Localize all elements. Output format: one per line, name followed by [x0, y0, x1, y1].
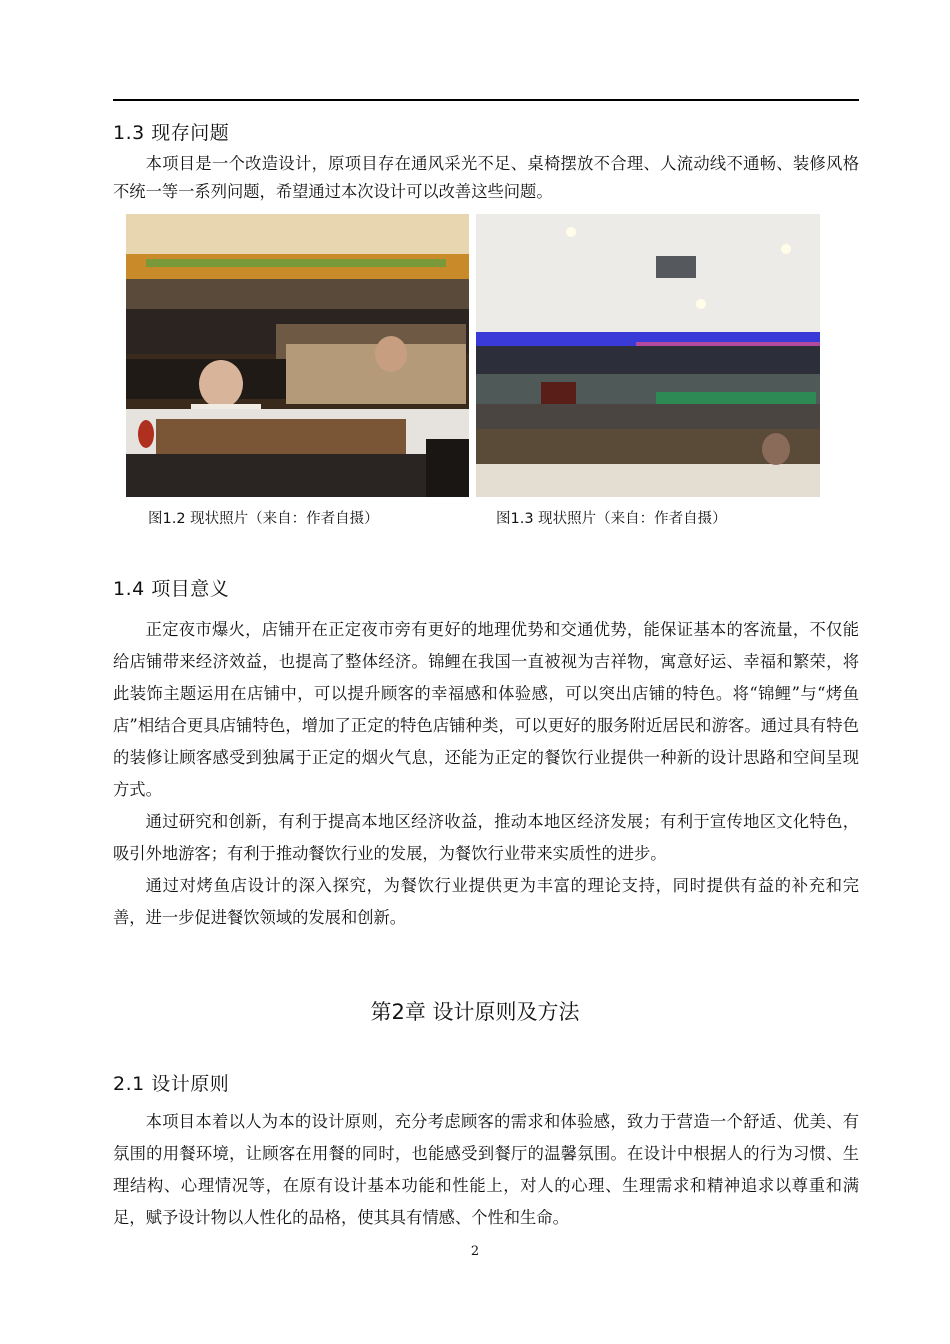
chapter-title: 第2章 设计原则及方法: [370, 1000, 580, 1024]
figure-1-3-photo: [476, 214, 820, 497]
section-heading-1-3: 1.3 现存问题: [113, 122, 230, 144]
figure-1-2-photo: [126, 214, 469, 497]
section-heading-2-1: 2.1 设计原则: [113, 1073, 230, 1095]
section-1-4-paragraph-1: 正定夜市爆火，店铺开在正定夜市旁有更好的地理优势和交通优势，能保证基本的客流量，不仅能给店铺带来经济效益，也提高了整体经济。锦鲤在我国一直被视为吉祥物，寓意好运、幸福和繁荣，将此装饰主题运用在店铺中，可以提升顾客的幸福感和体验感，可以突出店铺的特色。将“锦鲤”与“烤鱼店”相结合更具店铺特色，增加了正定的特色店铺种类，可以更好的服务附近居民和游客。通过具有特色的装修让顾客感受到独属于正定的烟火气息，还能为正定的餐饮行业提供一种新的设计思路和空间呈现方式。: [113, 620, 859, 799]
section-1-4-paragraph-2: 通过研究和创新，有利于提高本地区经济收益，推动本地区经济发展；有利于宣传地区文化特色，吸引外地游客；有利于推动餐饮行业的发展，为餐饮行业带来实质性的进步。: [113, 812, 859, 863]
figure-1-2-caption: 图1.2 现状照片（来自：作者自摄）: [148, 511, 379, 527]
section-heading-1-4: 1.4 项目意义: [113, 578, 230, 600]
figure-1-3-caption: 图1.3 现状照片（来自：作者自摄）: [496, 511, 727, 527]
page-number: 2: [470, 1244, 480, 1259]
header-rule: [113, 99, 859, 101]
section-1-4-paragraph-3: 通过对烤鱼店设计的深入探究，为餐饮行业提供更为丰富的理论支持，同时提供有益的补充和完善，进一步促进餐饮领域的发展和创新。: [113, 876, 859, 927]
section-1-3-paragraph: 本项目是一个改造设计，原项目存在通风采光不足、桌椅摆放不合理、人流动线不通畅、装修风格不统一等一系列问题，希望通过本次设计可以改善这些问题。: [113, 154, 859, 201]
section-2-1-paragraph: 本项目本着以人为本的设计原则，充分考虑顾客的需求和体验感，致力于营造一个舒适、优美、有氛围的用餐环境，让顾客在用餐的同时，也能感受到餐厅的温馨氛围。在设计中根据人的行为习惯、生理结构、心理情况等，在原有设计基本功能和性能上，对人的心理、生理需求和精神追求以尊重和满足，赋予设计物以人性化的品格，使其具有情感、个性和生命。: [113, 1112, 859, 1227]
